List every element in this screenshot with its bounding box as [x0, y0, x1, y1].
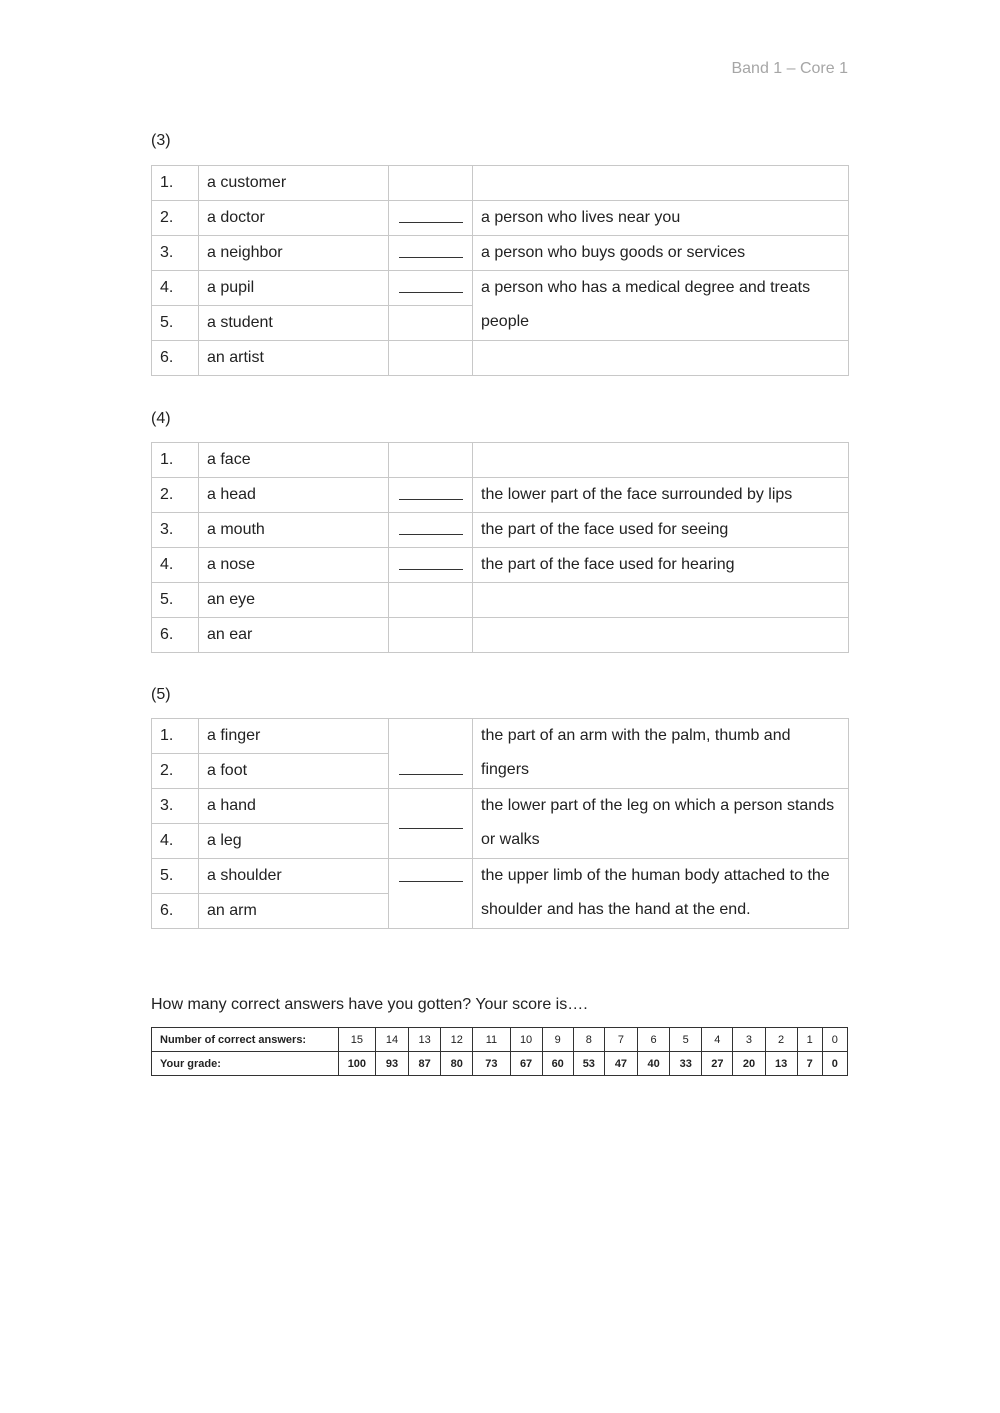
row-number: 2. — [152, 201, 199, 236]
row-number: 5. — [152, 306, 199, 341]
definition: the upper limb of the human body attached to the shoulder and has the hand at the end. — [473, 859, 849, 929]
score-cell: 15 — [338, 1028, 375, 1052]
word: a nose — [199, 548, 389, 583]
grade-cell: 80 — [441, 1052, 473, 1076]
score-table — [151, 1027, 848, 1076]
definition: the lower part of the leg on which a person stands or walks — [473, 789, 849, 859]
grade-cell: 20 — [733, 1052, 765, 1076]
score-cell: 6 — [638, 1028, 670, 1052]
grade-cell: 47 — [604, 1052, 637, 1076]
blank-line[interactable] — [399, 278, 463, 293]
score-cell: 14 — [375, 1028, 408, 1052]
score-cell: 11 — [473, 1028, 510, 1052]
table-row — [152, 548, 849, 583]
row-number: 2. — [152, 754, 199, 789]
grade-cell: 13 — [765, 1052, 797, 1076]
answer-blank[interactable] — [389, 201, 473, 236]
section-label: (3) — [151, 132, 171, 149]
answer-blank[interactable] — [389, 513, 473, 548]
answer-blank[interactable] — [389, 478, 473, 513]
score-cell: 12 — [441, 1028, 473, 1052]
word: a face — [199, 443, 389, 478]
score-row-correct — [152, 1028, 848, 1052]
score-cell: 8 — [573, 1028, 604, 1052]
score-row-grade — [152, 1052, 848, 1076]
grade-cell: 100 — [338, 1052, 375, 1076]
row-number: 3. — [152, 513, 199, 548]
word: a hand — [199, 789, 389, 824]
grade-cell: 33 — [670, 1052, 702, 1076]
blank-line[interactable] — [399, 867, 463, 882]
grade-cell: 73 — [473, 1052, 510, 1076]
table-row — [152, 443, 849, 478]
table-row — [152, 166, 849, 201]
row-number: 6. — [152, 618, 199, 653]
score-cell: 4 — [702, 1028, 733, 1052]
word: a student — [199, 306, 389, 341]
row-number: 5. — [152, 859, 199, 894]
matching-table-4 — [151, 442, 849, 653]
word: a foot — [199, 754, 389, 789]
definition: the part of the face used for hearing — [473, 548, 849, 583]
answer-blank[interactable] — [389, 548, 473, 583]
blank-line[interactable] — [399, 760, 463, 775]
row-number: 6. — [152, 894, 199, 929]
grade-cell: 27 — [702, 1052, 733, 1076]
word: a customer — [199, 166, 389, 201]
answer-blank[interactable] — [389, 789, 473, 859]
row-number: 4. — [152, 824, 199, 859]
answer-blank[interactable] — [389, 719, 473, 789]
matching-table-3 — [151, 165, 849, 376]
row-number: 5. — [152, 583, 199, 618]
row-number: 4. — [152, 271, 199, 306]
word: an artist — [199, 341, 389, 376]
definition: a person who lives near you — [473, 201, 849, 236]
blank-line[interactable] — [399, 208, 463, 223]
score-cell: 10 — [510, 1028, 542, 1052]
answer-cell — [389, 306, 473, 341]
answer-cell — [389, 166, 473, 201]
definition-cell — [473, 166, 849, 201]
word: an eye — [199, 583, 389, 618]
definition-cell — [473, 443, 849, 478]
definition-cell — [473, 618, 849, 653]
grade-cell: 7 — [797, 1052, 822, 1076]
grade-cell: 87 — [409, 1052, 441, 1076]
word: a doctor — [199, 201, 389, 236]
row-label: Number of correct answers: — [152, 1028, 339, 1052]
table-row — [152, 201, 849, 236]
answer-cell — [389, 341, 473, 376]
score-cell: 1 — [797, 1028, 822, 1052]
table-row — [152, 271, 849, 306]
answer-blank[interactable] — [389, 859, 473, 929]
definition: a person who buys goods or services — [473, 236, 849, 271]
definition: the part of the face used for seeing — [473, 513, 849, 548]
row-number: 2. — [152, 478, 199, 513]
answer-blank[interactable] — [389, 236, 473, 271]
table-row — [152, 341, 849, 376]
answer-cell — [389, 618, 473, 653]
score-cell: 2 — [765, 1028, 797, 1052]
word: a mouth — [199, 513, 389, 548]
table-row — [152, 859, 849, 894]
definition-cell — [473, 341, 849, 376]
word: a neighbor — [199, 236, 389, 271]
definition: the part of an arm with the palm, thumb and fingers — [473, 719, 849, 789]
row-number: 1. — [152, 443, 199, 478]
row-number: 4. — [152, 548, 199, 583]
definition: a person who has a medical degree and treats people — [473, 271, 849, 341]
blank-line[interactable] — [399, 520, 463, 535]
score-cell: 0 — [822, 1028, 847, 1052]
word: a head — [199, 478, 389, 513]
blank-line[interactable] — [399, 555, 463, 570]
table-row — [152, 478, 849, 513]
score-cell: 3 — [733, 1028, 765, 1052]
row-label: Your grade: — [152, 1052, 339, 1076]
table-row — [152, 513, 849, 548]
section-label: (5) — [151, 686, 171, 703]
row-number: 1. — [152, 719, 199, 754]
word: a leg — [199, 824, 389, 859]
word: a pupil — [199, 271, 389, 306]
word: a shoulder — [199, 859, 389, 894]
score-cell: 13 — [409, 1028, 441, 1052]
blank-line[interactable] — [399, 814, 463, 829]
row-number: 1. — [152, 166, 199, 201]
row-number: 3. — [152, 236, 199, 271]
section-label: (4) — [151, 410, 171, 427]
table-row — [152, 719, 849, 754]
grade-cell: 40 — [638, 1052, 670, 1076]
word: an ear — [199, 618, 389, 653]
word: an arm — [199, 894, 389, 929]
definition: the lower part of the face surrounded by lips — [473, 478, 849, 513]
matching-table-5 — [151, 718, 849, 929]
table-row — [152, 618, 849, 653]
table-row — [152, 789, 849, 824]
table-row — [152, 583, 849, 618]
grade-cell: 60 — [542, 1052, 573, 1076]
row-number: 6. — [152, 341, 199, 376]
grade-cell: 0 — [822, 1052, 847, 1076]
grade-cell: 53 — [573, 1052, 604, 1076]
grade-cell: 67 — [510, 1052, 542, 1076]
page-header: Band 1 – Core 1 — [731, 60, 848, 77]
definition-cell — [473, 583, 849, 618]
score-cell: 7 — [604, 1028, 637, 1052]
answer-cell — [389, 443, 473, 478]
row-number: 3. — [152, 789, 199, 824]
score-cell: 9 — [542, 1028, 573, 1052]
blank-line[interactable] — [399, 243, 463, 258]
score-cell: 5 — [670, 1028, 702, 1052]
grade-cell: 93 — [375, 1052, 408, 1076]
table-row — [152, 236, 849, 271]
blank-line[interactable] — [399, 485, 463, 500]
answer-blank[interactable] — [389, 271, 473, 306]
word: a finger — [199, 719, 389, 754]
answer-cell — [389, 583, 473, 618]
score-question: How many correct answers have you gotten? Your score is…. — [151, 996, 588, 1013]
